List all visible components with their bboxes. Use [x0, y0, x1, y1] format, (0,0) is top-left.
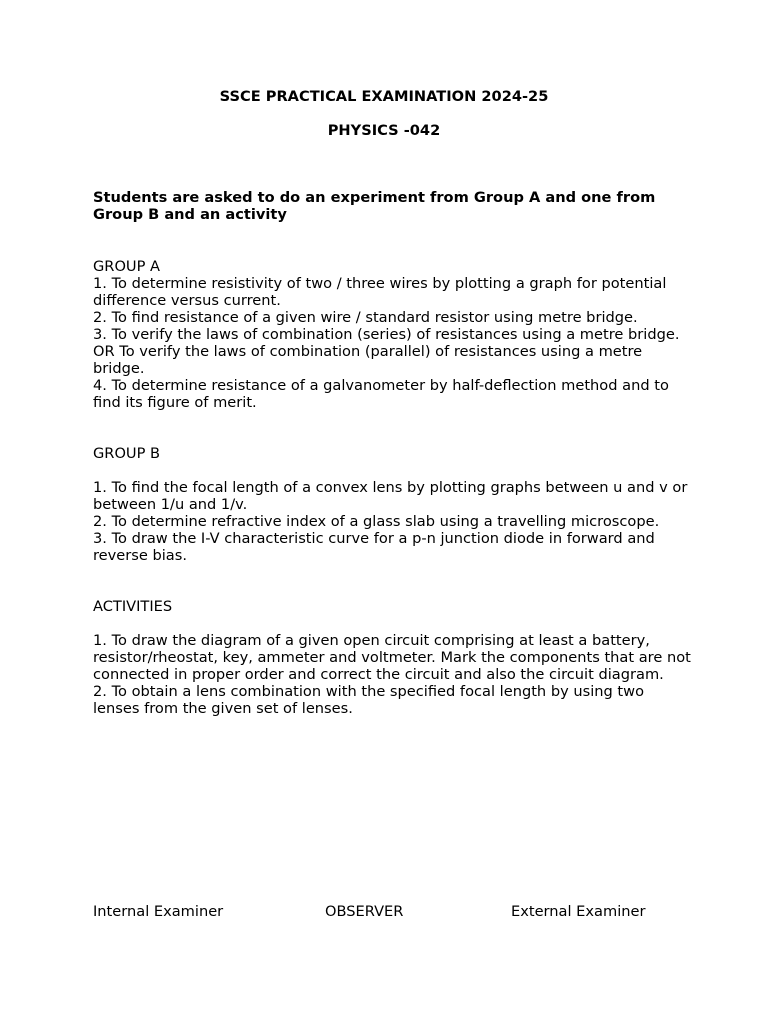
activities-heading-block [93, 598, 693, 615]
observer-label: OBSERVER [325, 903, 404, 920]
group-a-item: 4. To determine resistance of a galvanometer by half-deflection method and to find its figure of merit. [93, 377, 669, 411]
group-a-item: 1. To determine resistivity of two / three wires by plotting a graph for potential difference versus current. [93, 275, 667, 309]
activity-item: 1. To draw the diagram of a given open circuit comprising at least a battery, resistor/rheostat, key, ammeter and voltmeter. Mark the components that are not connected in proper order and correct the circuit and also the circuit diagram. [93, 632, 691, 683]
group-b-section [93, 479, 693, 564]
activities-heading: ACTIVITIES [93, 598, 173, 615]
exam-title: SSCE PRACTICAL EXAMINATION 2024-25 [219, 88, 549, 105]
signature-row [0, 903, 768, 923]
group-b-heading-block [93, 445, 693, 462]
group-a-section [93, 258, 693, 411]
group-a-item: 3. To verify the laws of combination (series) of resistances using a metre bridge. OR To verify the laws of combination (parallel) of resistances using a metre bridge. [93, 326, 680, 377]
group-b-item: 2. To determine refractive index of a glass slab using a travelling microscope. [93, 513, 660, 530]
external-examiner-label: External Examiner [511, 903, 646, 920]
group-b-item: 3. To draw the I-V characteristic curve for a p-n junction diode in forward and reverse bias. [93, 530, 655, 564]
activities-section [93, 632, 693, 717]
activity-item: 2. To obtain a lens combination with the specified focal length by using two lenses from the given set of lenses. [93, 683, 644, 717]
group-a-heading: GROUP A [93, 258, 161, 275]
group-a-item: 2. To find resistance of a given wire / standard resistor using metre bridge. [93, 309, 638, 326]
subject-title: PHYSICS -042 [327, 122, 441, 139]
group-b-heading: GROUP B [93, 445, 161, 462]
internal-examiner-label: Internal Examiner [93, 903, 224, 920]
instructions-text: Students are asked to do an experiment from Group A and one from Group B and an activity [93, 189, 656, 223]
group-b-item: 1. To find the focal length of a convex lens by plotting graphs between u and v or between 1/u and 1/v. [93, 479, 688, 513]
